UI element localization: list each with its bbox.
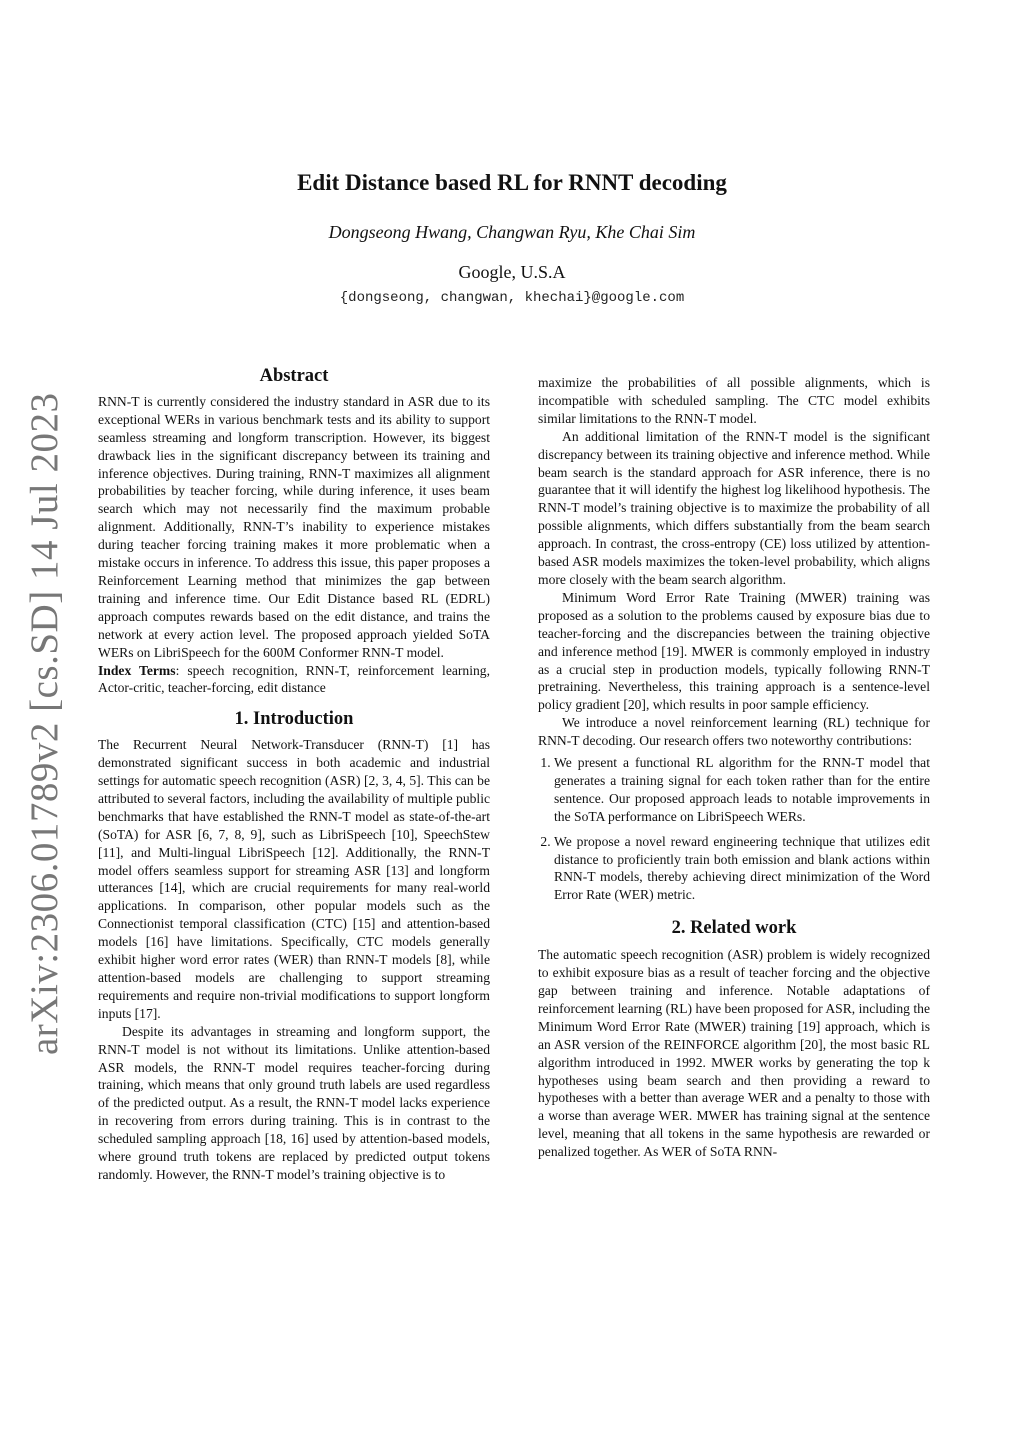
intro-paragraph-4: An additional limitation of the RNN-T model is the significant discrepancy between its training objective and inference method. While beam search is the standard approach for ASR inference, there is no guarantee that it will identify the highest log likelihood hypothesis. The RNN-T model’s training objective is to maximize the probability of all possible alignments, which differs substantially from the beam search approach. In contrast, the cross-entropy (CE) loss utilized by attention-based ASR models maximizes the token-level probability, which aligns more closely with the beam search algorithm. (538, 428, 930, 587)
intro-paragraph-3: maximize the probabilities of all possible alignments, which is incompatible with scheduled sampling. The CTC model exhibits similar limitations to the RNN-T model. (538, 375, 930, 426)
intro-paragraph-6: We introduce a novel reinforcement learning (RL) technique for RNN-T decoding. Our research offers two noteworthy contributions: (538, 715, 930, 749)
arxiv-stamp: arXiv:2306.01789v2 [cs.SD] 14 Jul 2023 (23, 392, 66, 1055)
right-column (538, 374, 930, 1161)
introduction-heading: 1. Introduction (234, 709, 354, 730)
affiliation: Google, U.S.A (458, 262, 566, 282)
left-column (98, 368, 490, 1184)
intro-paragraph-1: The Recurrent Neural Network-Transducer (RNN-T) [1] has demonstrated significant success in both academic and industrial settings for automatic speech recognition (ASR) [2, 3, 4, 5]. This can be attributed to several factors, including the availability of multiple public benchmarks that have established the RNN-T model as state-of-the-art (SoTA) for ASR [6, 7, 8, 9], such as LibriSpeech [10], SpeechStew [11], and Multi-lingual LibriSpeech [12]. Additionally, the RNN-T model offers seamless support for streaming ASR [13] and longform utterances [14], which are crucial requirements for many real-world applications. In comparison, other popular models such as the Connectionist temporal classification (CTC) [15] and attention-based models [16] have limitations. Specifically, CTC models generally exhibit higher word error rates (WER) than RNN-T models [8], while attention-based models are challenging to support streaming requirements and require non-trivial modifications to support longform inputs [17]. (98, 737, 490, 1021)
abstract-text: RNN-T is currently considered the industry standard in ASR due to its exceptional WERs in various benchmark tests and its ability to support seamless streaming and longform transcription. However, its biggest drawback lies in the significant discrepancy between its training and inference objectives. During training, RNN-T maximizes all alignment probabilities by teacher forcing, while during inference, it uses beam search which may not necessarily find the maximum probable alignment. Additionally, RNN-T’s inability to experience mistakes during teacher forcing training makes it more problematic when a mistake occurs in inference. To address this issue, this paper proposes a Reinforcement Learning method that minimizes the gap between training and inference time. Our Edit Distance based RL (EDRL) approach computes rewards based on the edit distance, and trains the network at every action level. The proposed approach yielded SoTA WERs on LibriSpeech for the 600M Conformer RNN-T model. (98, 393, 490, 660)
paper-title: Edit Distance based RL for RNNT decoding (297, 170, 727, 195)
author-emails: {dongseong, changwan, khechai}@google.com (339, 290, 685, 306)
contribution-item: 1. We present a functional RL algorithm for the RNN-T model that generates a training signal for each token rather than for the entire sentence. Our proposed approach leads to notable improvements in the SoTA performance on LibriSpeech WERs. (554, 754, 930, 826)
related-paragraph-1: The automatic speech recognition (ASR) problem is widely recognized to exhibit exposure bias as a result of teacher forcing and the objective gap between training and inference. Notable adaptations of reinforcement learning (RL) have been proposed for ASR, including the Minimum Word Error Rate (MWER) training [19] approach, which is an ASR version of the REINFORCE algorithm [20], the most basic RL algorithm introduced in 1992. MWER works by generating the top k hypotheses using beam search and then providing a reward to hypotheses with a better than average WER and a penalty to those with a worse than average WER. MWER has training signal at the sentence level, meaning that all tokens in the same hypothesis are rewarded or penalized together. As WER of SoTA RNN- (538, 947, 930, 1160)
abstract-heading: Abstract (259, 366, 329, 386)
intro-paragraph-2: Despite its advantages in streaming and longform support, the RNN-T model is not without its limitations. Unlike attention-based ASR models, the RNN-T model requires teacher-forcing during training, which means that only ground truth labels are used regardless of the predicted output. As a result, the RNN-T model lacks experience in recovering from errors during training. This is in contrast to the scheduled sampling approach [18, 16] used by attention-based models, where ground truth tokens are replaced by predicted output tokens randomly. However, the RNN-T model’s training objective is to (98, 1023, 490, 1182)
index-terms-label: Index Terms (98, 662, 176, 678)
related-work-heading: 2. Related work (671, 918, 797, 939)
index-terms (98, 662, 490, 698)
intro-paragraph-5: Minimum Word Error Rate Training (MWER) training was proposed as a solution to the problems caused by exposure bias due to teacher-forcing and the discrepancies between the training objective and inference method [19]. MWER is commonly employed in industry as a crucial step in production models, typically following RNN-T pretraining. Nevertheless, this training approach is a sentence-level policy gradient [20], which results in poor sample efficiency. (538, 589, 930, 713)
index-terms-list: : speech recognition, RNN-T, reinforcement learning, Actor-critic, teacher-forcing, edit distance (98, 662, 490, 696)
contribution-item: 2. We propose a novel reward engineering technique that utilizes edit distance to proficiently train both emission and blank actions within RNN-T models, thereby achieving direct minimization of the Word Error Rate (WER) metric. (554, 833, 930, 905)
author-list: Dongseong Hwang, Changwan Ryu, Khe Chai Sim (328, 222, 696, 242)
contribution-list (538, 754, 930, 904)
